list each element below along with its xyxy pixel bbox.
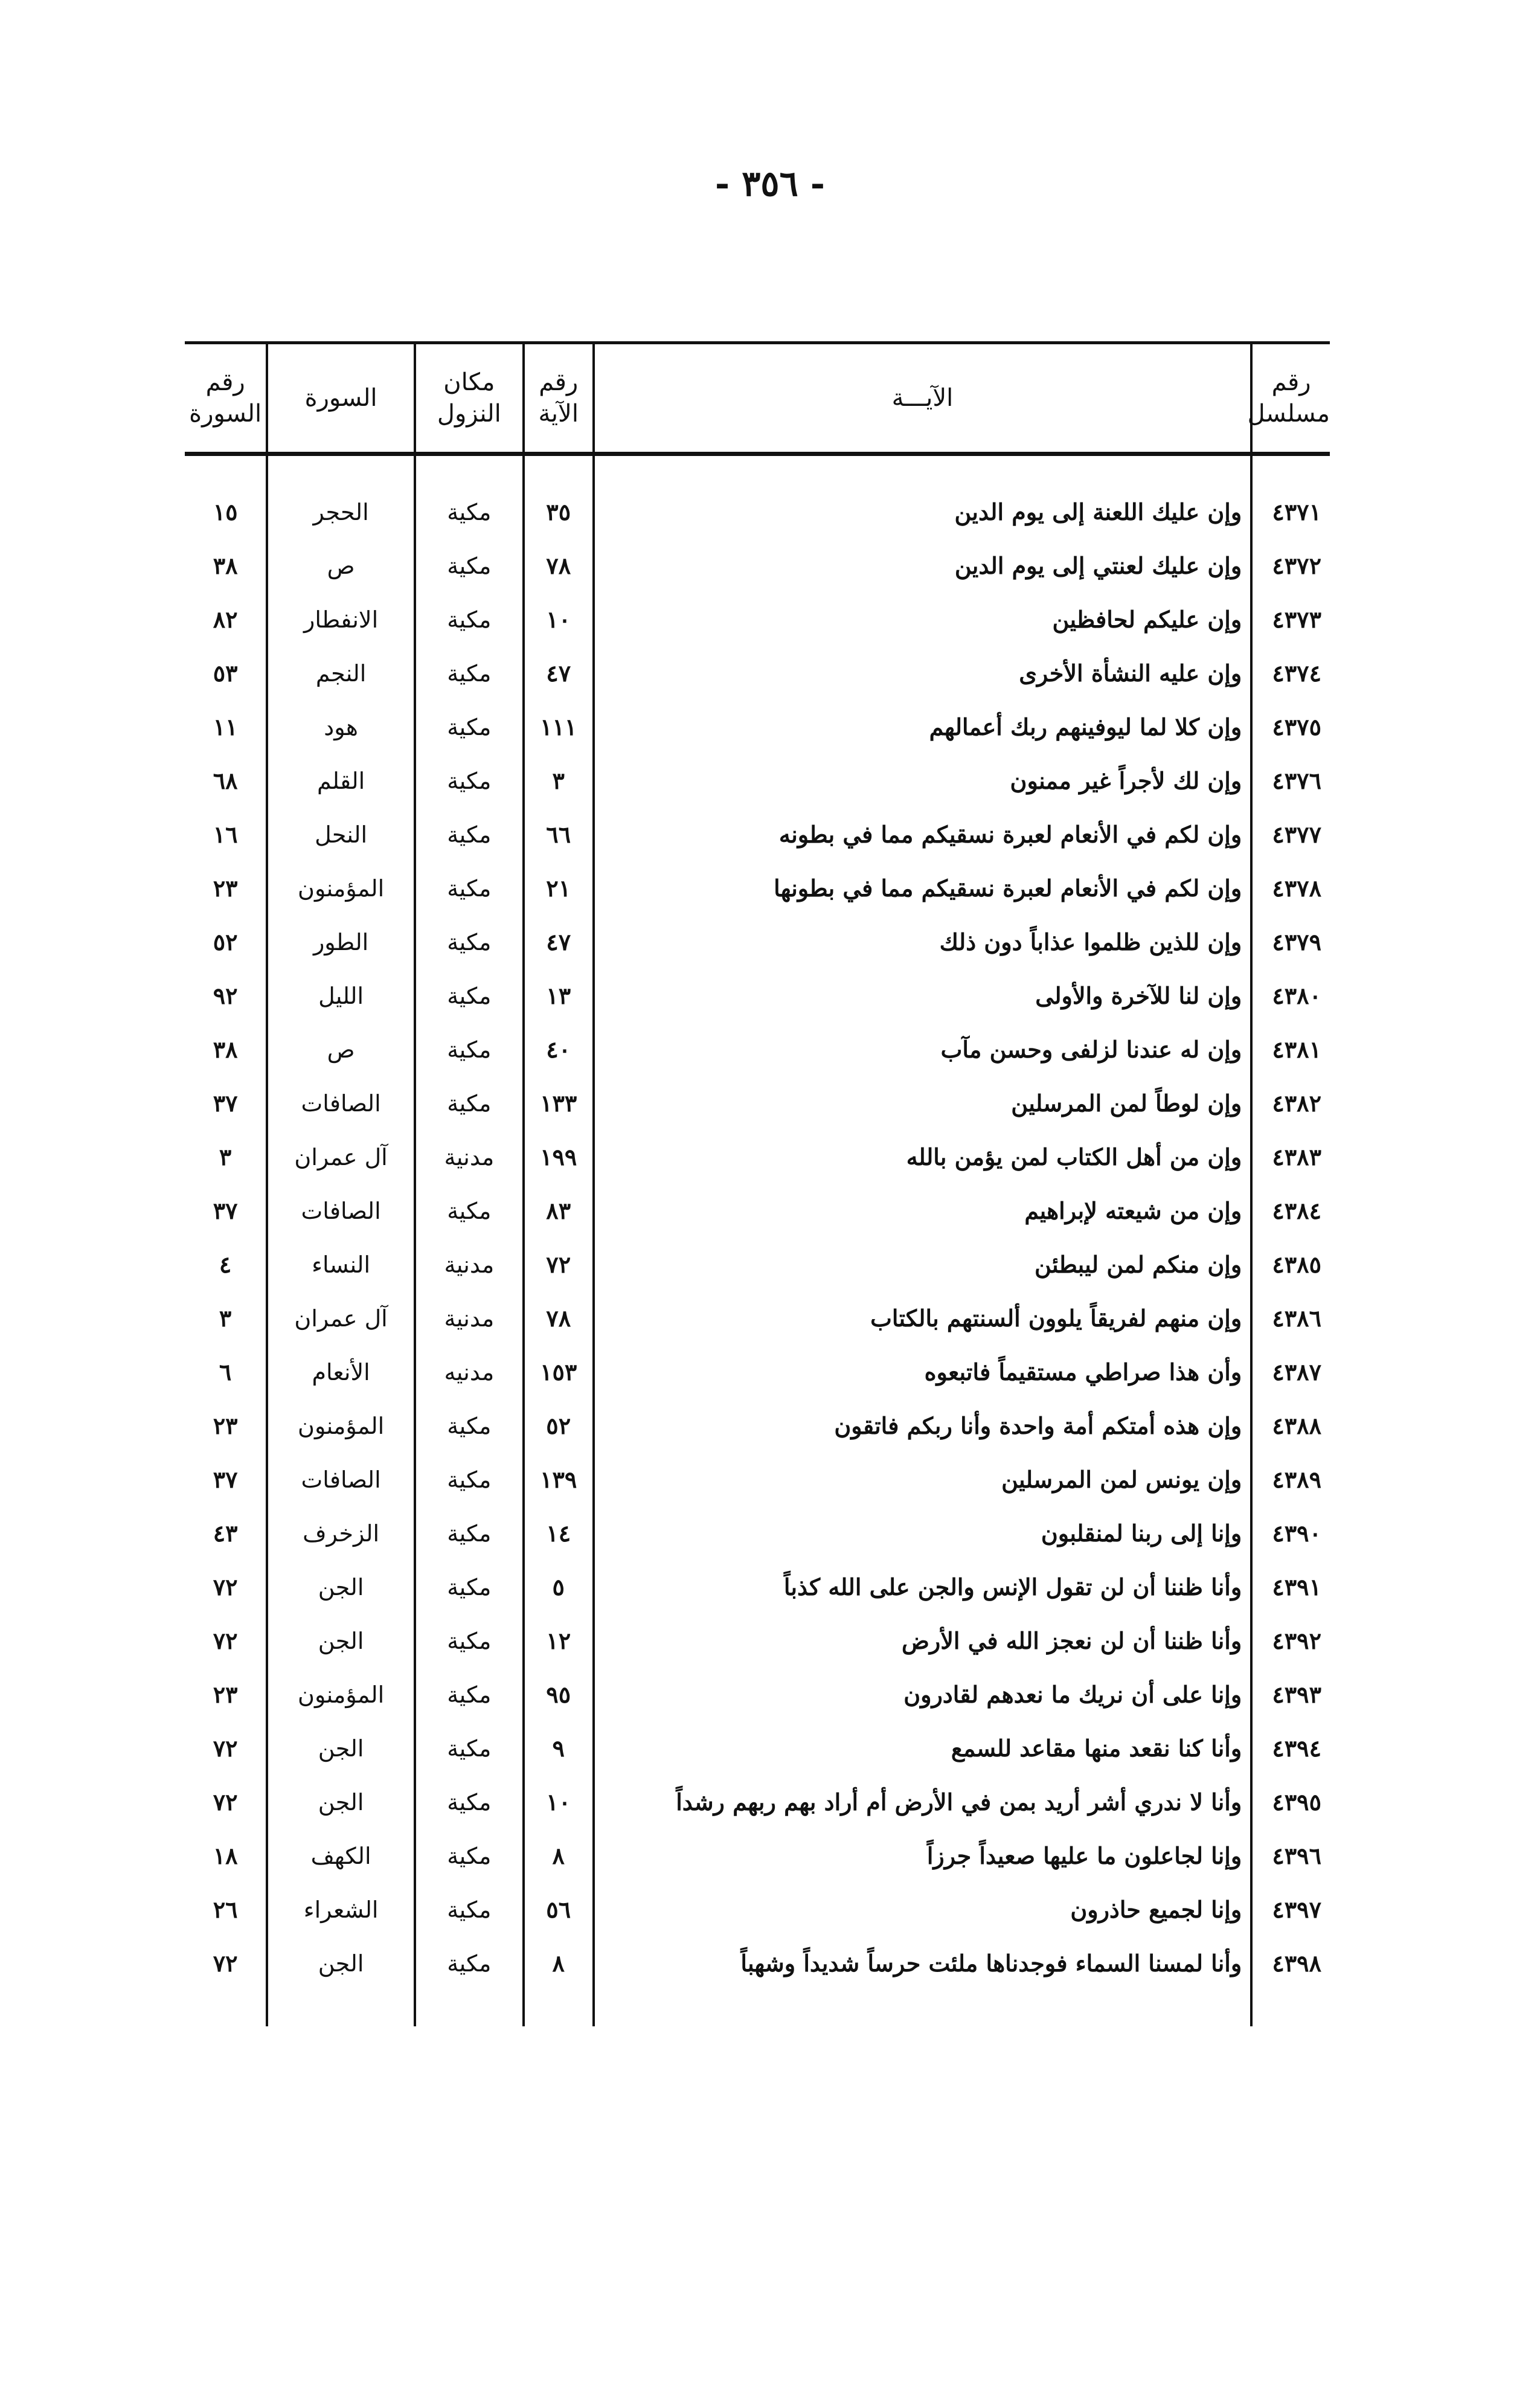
surah-name-cell: النجم <box>267 646 415 700</box>
surah-number-cell: ٧٢ <box>213 1788 238 1816</box>
revelation-place-cell: مكية <box>415 1453 524 1506</box>
ayah-number-cell: ٨٣ <box>524 1184 594 1238</box>
ayah-number-cell: ٧٨ <box>524 539 594 592</box>
serial-cell: ٤٣٨٢ <box>1251 1076 1330 1130</box>
verse-cell: وإن عليك لعنتي إلى يوم الدين <box>594 539 1252 592</box>
ayah-number-cell: ١٢ <box>524 1614 594 1668</box>
surah-name-cell: الجن <box>267 1775 415 1829</box>
serial-cell: ٤٣٩٢ <box>1251 1614 1330 1668</box>
verse-cell: وأنا كنا نقعد منها مقاعد للسمع <box>594 1721 1252 1775</box>
header-surah-number <box>185 343 267 454</box>
table-row <box>185 1130 1330 1184</box>
header-place-line-2: النزول <box>437 400 501 428</box>
header-ayah-line-1: رقم <box>539 368 579 396</box>
surah-name-cell: آل عمران <box>267 1291 415 1345</box>
page-number: - ٣٥٦ - <box>715 163 825 204</box>
table-row <box>185 915 1330 969</box>
revelation-place-cell: مكية <box>415 1560 524 1614</box>
serial-cell: ٤٣٧٣ <box>1251 592 1330 646</box>
surah-number-cell: ٩٢ <box>213 982 238 1009</box>
surah-number-cell: ٢٣ <box>213 1681 238 1708</box>
revelation-place-cell: مكية <box>415 1076 524 1130</box>
ayah-number-cell: ٤٧ <box>524 915 594 969</box>
revelation-place-cell: مكية <box>415 808 524 861</box>
ayah-number-cell: ٧٨ <box>524 1291 594 1345</box>
verse-cell: وإن له عندنا لزلفى وحسن مآب <box>594 1023 1252 1076</box>
ayah-number-cell: ١٣ <box>524 969 594 1023</box>
surah-number-cell: ٧٢ <box>213 1950 238 1977</box>
table-row <box>185 646 1330 700</box>
table-tail-row <box>185 1990 1330 2026</box>
revelation-place-cell: مكية <box>415 1184 524 1238</box>
surah-name-cell: الليل <box>267 969 415 1023</box>
verse-cell: وإن لوطاً لمن المرسلين <box>594 1076 1252 1130</box>
serial-cell: ٤٣٨١ <box>1251 1023 1330 1076</box>
header-verse: الآيـــة <box>594 343 1252 454</box>
surah-name-cell: المؤمنون <box>267 1668 415 1721</box>
table-row <box>185 1076 1330 1130</box>
surah-name-cell: النحل <box>267 808 415 861</box>
revelation-place-cell: مكية <box>415 1668 524 1721</box>
ayah-number-cell: ٥ <box>524 1560 594 1614</box>
surah-name-cell: ص <box>267 539 415 592</box>
verse-cell: وإن من شيعته لإبراهيم <box>594 1184 1252 1238</box>
surah-number-cell: ١١ <box>213 713 238 740</box>
surah-name-cell: الجن <box>267 1936 415 1990</box>
surah-name-cell: الشعراء <box>267 1883 415 1936</box>
surah-name-cell: الطور <box>267 915 415 969</box>
surah-name-cell: المؤمنون <box>267 1399 415 1453</box>
header-surah: السورة <box>267 343 415 454</box>
serial-cell: ٤٣٩٦ <box>1251 1829 1330 1883</box>
serial-cell: ٤٣٧٨ <box>1251 861 1330 915</box>
header-ayah-line-2: الآية <box>538 400 579 428</box>
verse-cell: وإن منكم لمن ليبطئن <box>594 1238 1252 1291</box>
ayah-number-cell: ٤٠ <box>524 1023 594 1076</box>
surah-name-cell: الجن <box>267 1721 415 1775</box>
surah-number-cell: ٣ <box>219 1143 232 1170</box>
serial-cell: ٤٣٨٥ <box>1251 1238 1330 1291</box>
serial-cell: ٤٣٨٦ <box>1251 1291 1330 1345</box>
revelation-place-cell: مكية <box>415 969 524 1023</box>
revelation-place-cell: مدنية <box>415 1291 524 1345</box>
surah-name-cell: المؤمنون <box>267 861 415 915</box>
verse-cell: وأنا لا ندري أشر أريد بمن في الأرض أم أراد بهم ربهم رشداً <box>594 1775 1252 1829</box>
serial-cell: ٤٣٨٣ <box>1251 1130 1330 1184</box>
table-header-row <box>185 343 1330 454</box>
ayah-number-cell: ٩ <box>524 1721 594 1775</box>
table-row <box>185 1453 1330 1506</box>
surah-number-cell: ٧٢ <box>213 1735 238 1762</box>
table-row <box>185 700 1330 754</box>
surah-name-cell: الكهف <box>267 1829 415 1883</box>
table-row <box>185 1775 1330 1829</box>
verse-cell: وإن لك لأجراً غير ممنون <box>594 754 1252 808</box>
surah-number-cell: ١٦ <box>213 821 238 848</box>
table-row <box>185 1883 1330 1936</box>
verse-cell: وإن لكم في الأنعام لعبرة نسقيكم مما في بطونه <box>594 808 1252 861</box>
surah-name-cell: الأنعام <box>267 1345 415 1399</box>
header-place <box>415 343 524 454</box>
surah-number-cell: ٨٢ <box>213 606 238 633</box>
surah-number-cell: ٢٣ <box>213 875 238 902</box>
verse-cell: وإن منهم لفريقاً يلوون ألسنتهم بالكتاب <box>594 1291 1252 1345</box>
ayah-number-cell: ٦٦ <box>524 808 594 861</box>
verse-cell: وإن من أهل الكتاب لمن يؤمن بالله <box>594 1130 1252 1184</box>
table-row <box>185 485 1330 539</box>
table-row <box>185 1291 1330 1345</box>
surah-name-cell: الزخرف <box>267 1506 415 1560</box>
revelation-place-cell: مكية <box>415 1883 524 1936</box>
revelation-place-cell: مكية <box>415 592 524 646</box>
serial-cell: ٤٣٧١ <box>1251 485 1330 539</box>
table-spacer-row <box>185 454 1330 486</box>
table-row <box>185 861 1330 915</box>
table-row <box>185 1399 1330 1453</box>
serial-cell: ٤٣٧٧ <box>1251 808 1330 861</box>
verse-cell: وإن لنا للآخرة والأولى <box>594 969 1252 1023</box>
surah-number-cell: ٢٦ <box>213 1896 238 1923</box>
serial-cell: ٤٣٨٠ <box>1251 969 1330 1023</box>
ayah-number-cell: ١٣٣ <box>524 1076 594 1130</box>
serial-cell: ٤٣٧٦ <box>1251 754 1330 808</box>
surah-name-cell: هود <box>267 700 415 754</box>
surah-name-cell: آل عمران <box>267 1130 415 1184</box>
ayah-number-cell: ٨ <box>524 1829 594 1883</box>
serial-cell: ٤٣٩٤ <box>1251 1721 1330 1775</box>
verse-cell: وإن عليكم لحافظين <box>594 592 1252 646</box>
verse-index-table <box>185 341 1330 2026</box>
revelation-place-cell: مكية <box>415 485 524 539</box>
table-row <box>185 1023 1330 1076</box>
ayah-number-cell: ١٣٩ <box>524 1453 594 1506</box>
ayah-number-cell: ٢١ <box>524 861 594 915</box>
header-surah-number-line-2: السورة <box>189 400 262 428</box>
surah-number-cell: ٢٣ <box>213 1412 238 1439</box>
verse-cell: وأن هذا صراطي مستقيماً فاتبعوه <box>594 1345 1252 1399</box>
header-serial <box>1247 343 1330 454</box>
table-row <box>185 1345 1330 1399</box>
revelation-place-cell: مكية <box>415 1829 524 1883</box>
serial-cell: ٤٣٧٩ <box>1251 915 1330 969</box>
revelation-place-cell: مكية <box>415 539 524 592</box>
verse-cell: وإن لكم في الأنعام لعبرة نسقيكم مما في بطونها <box>594 861 1252 915</box>
surah-name-cell: الحجر <box>267 485 415 539</box>
surah-number-cell: ٣٧ <box>213 1090 238 1117</box>
verse-cell: وإنا إلى ربنا لمنقلبون <box>594 1506 1252 1560</box>
revelation-place-cell: مكية <box>415 646 524 700</box>
verse-cell: وإن للذين ظلموا عذاباً دون ذلك <box>594 915 1252 969</box>
surah-number-cell: ٤ <box>219 1251 232 1278</box>
surah-name-cell: ص <box>267 1023 415 1076</box>
serial-cell: ٤٣٧٤ <box>1251 646 1330 700</box>
verse-cell: وإنا لجاعلون ما عليها صعيداً جرزاً <box>594 1829 1252 1883</box>
revelation-place-cell: مكية <box>415 1023 524 1076</box>
surah-name-cell: النساء <box>267 1238 415 1291</box>
verse-cell: وإنا على أن نريك ما نعدهم لقادرون <box>594 1668 1252 1721</box>
table-row <box>185 1614 1330 1668</box>
revelation-place-cell: مكية <box>415 1775 524 1829</box>
surah-number-cell: ٣٨ <box>213 552 238 579</box>
ayah-number-cell: ٣٥ <box>524 485 594 539</box>
serial-cell: ٤٣٩٧ <box>1251 1883 1330 1936</box>
surah-name-cell: الجن <box>267 1614 415 1668</box>
table-row <box>185 969 1330 1023</box>
verse-cell: وإن يونس لمن المرسلين <box>594 1453 1252 1506</box>
ayah-number-cell: ٩٥ <box>524 1668 594 1721</box>
table-row <box>185 1936 1330 1990</box>
serial-cell: ٤٣٧٢ <box>1251 539 1330 592</box>
revelation-place-cell: مكية <box>415 700 524 754</box>
serial-cell: ٤٣٨٧ <box>1251 1345 1330 1399</box>
serial-cell: ٤٣٨٨ <box>1251 1399 1330 1453</box>
ayah-number-cell: ١٩٩ <box>524 1130 594 1184</box>
serial-cell: ٤٣٨٩ <box>1251 1453 1330 1506</box>
revelation-place-cell: مكية <box>415 1506 524 1560</box>
table-row <box>185 1560 1330 1614</box>
table-row <box>185 1829 1330 1883</box>
ayah-number-cell: ٥٢ <box>524 1399 594 1453</box>
surah-name-cell: الجن <box>267 1560 415 1614</box>
surah-number-cell: ٥٢ <box>213 928 238 955</box>
table-row <box>185 1506 1330 1560</box>
surah-number-cell: ٣٨ <box>213 1036 238 1063</box>
table-body <box>185 454 1330 2027</box>
ayah-number-cell: ١٥٣ <box>524 1345 594 1399</box>
header-place-line-1: مكان <box>443 368 495 396</box>
ayah-number-cell: ٤٧ <box>524 646 594 700</box>
surah-number-cell: ٧٢ <box>213 1627 238 1654</box>
table-row <box>185 592 1330 646</box>
surah-number-cell: ٣ <box>219 1305 232 1332</box>
serial-cell: ٤٣٩٠ <box>1251 1506 1330 1560</box>
table-row <box>185 1238 1330 1291</box>
ayah-number-cell: ١٠ <box>524 592 594 646</box>
revelation-place-cell: مكية <box>415 915 524 969</box>
header-ayah-number <box>524 343 594 454</box>
ayah-number-cell: ١٤ <box>524 1506 594 1560</box>
ayah-number-cell: ٣ <box>524 754 594 808</box>
table-row <box>185 808 1330 861</box>
header-serial-line-2: مسلسل <box>1247 400 1330 428</box>
verse-cell: وأنا ظننا أن لن تقول الإنس والجن على الله كذباً <box>594 1560 1252 1614</box>
revelation-place-cell: مدنية <box>415 1238 524 1291</box>
surah-name-cell: الصافات <box>267 1184 415 1238</box>
verse-cell: وإن عليك اللعنة إلى يوم الدين <box>594 485 1252 539</box>
table-row <box>185 1668 1330 1721</box>
ayah-number-cell: ٧٢ <box>524 1238 594 1291</box>
verse-cell: وإن عليه النشأة الأخرى <box>594 646 1252 700</box>
header-surah-number-line-1: رقم <box>205 368 245 396</box>
surah-number-cell: ٥٣ <box>213 660 238 687</box>
revelation-place-cell: مكية <box>415 1399 524 1453</box>
surah-name-cell: الانفطار <box>267 592 415 646</box>
surah-number-cell: ٦ <box>219 1358 232 1386</box>
surah-name-cell: الصافات <box>267 1453 415 1506</box>
revelation-place-cell: مكية <box>415 1936 524 1990</box>
serial-cell: ٤٣٩٣ <box>1251 1668 1330 1721</box>
verse-cell: وأنا لمسنا السماء فوجدناها ملئت حرساً شديداً وشهباً <box>594 1936 1252 1990</box>
table-row <box>185 754 1330 808</box>
ayah-number-cell: ١١١ <box>524 700 594 754</box>
revelation-place-cell: مدنيه <box>415 1345 524 1399</box>
serial-cell: ٤٣٩١ <box>1251 1560 1330 1614</box>
revelation-place-cell: مكية <box>415 754 524 808</box>
verse-cell: وإنا لجميع حاذرون <box>594 1883 1252 1936</box>
surah-number-cell: ١٥ <box>213 498 238 525</box>
table-row <box>185 1184 1330 1238</box>
revelation-place-cell: مكية <box>415 1614 524 1668</box>
surah-name-cell: الصافات <box>267 1076 415 1130</box>
table-row <box>185 1721 1330 1775</box>
surah-name-cell: القلم <box>267 754 415 808</box>
verse-cell: وإن هذه أمتكم أمة واحدة وأنا ربكم فاتقون <box>594 1399 1252 1453</box>
verse-cell: وإن كلا لما ليوفينهم ربك أعمالهم <box>594 700 1252 754</box>
serial-cell: ٤٣٨٤ <box>1251 1184 1330 1238</box>
surah-number-cell: ٣٧ <box>213 1466 238 1493</box>
serial-cell: ٤٣٩٨ <box>1251 1936 1330 1990</box>
header-serial-line-1: رقم <box>1271 368 1311 396</box>
verse-cell: وأنا ظننا أن لن نعجز الله في الأرض <box>594 1614 1252 1668</box>
surah-number-cell: ٦٨ <box>213 767 238 794</box>
surah-number-cell: ٤٣ <box>213 1520 238 1547</box>
surah-number-cell: ٣٧ <box>213 1197 238 1224</box>
surah-number-cell: ١٨ <box>213 1842 238 1869</box>
table-row <box>185 539 1330 592</box>
revelation-place-cell: مكية <box>415 861 524 915</box>
surah-number-cell: ٧٢ <box>213 1573 238 1601</box>
serial-cell: ٤٣٩٥ <box>1251 1775 1330 1829</box>
revelation-place-cell: مكية <box>415 1721 524 1775</box>
ayah-number-cell: ٥٦ <box>524 1883 594 1936</box>
revelation-place-cell: مدنية <box>415 1130 524 1184</box>
serial-cell: ٤٣٧٥ <box>1251 700 1330 754</box>
ayah-number-cell: ٨ <box>524 1936 594 1990</box>
ayah-number-cell: ١٠ <box>524 1775 594 1829</box>
